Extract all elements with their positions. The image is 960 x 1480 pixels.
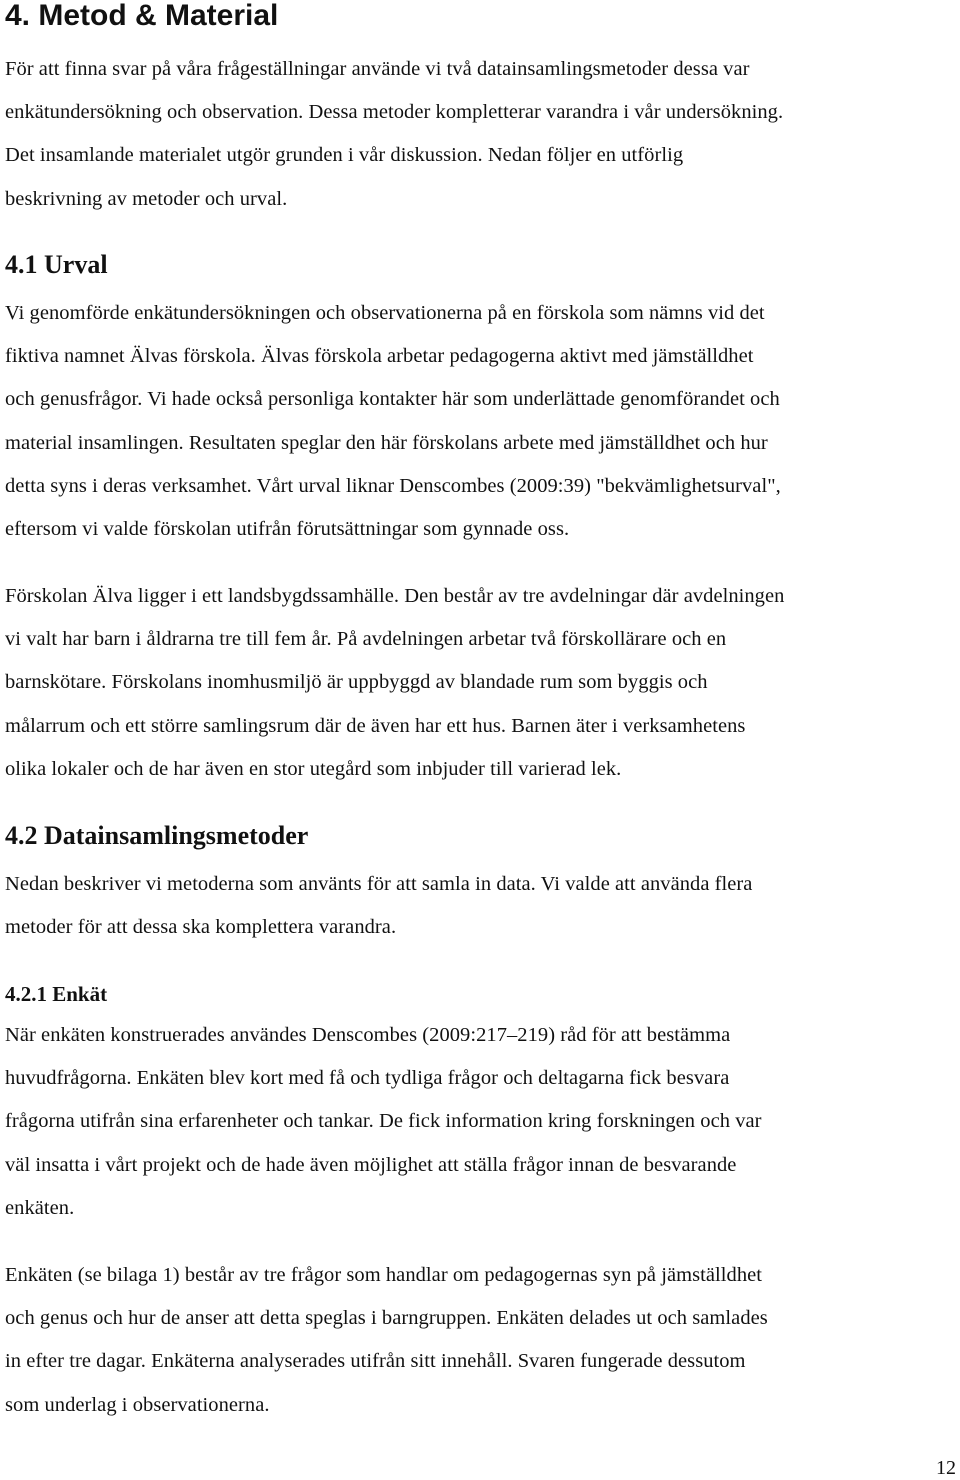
text-line: Vi genomförde enkätundersökningen och observationerna på en förskola som nämns vid det xyxy=(5,302,765,324)
text-line: När enkäten konstruerades användes Denscombes (2009:217–219) råd för att bestämma xyxy=(5,1024,731,1046)
text-line: huvudfrågorna. Enkäten blev kort med få och tydliga frågor och deltagarna fick besvara xyxy=(5,1067,730,1090)
text-line: detta syns i deras verksamhet. Vårt urval liknar Denscombes (2009:39) "bekvämlighetsurval", xyxy=(5,474,781,497)
text-line: fiktiva namnet Älvas förskola. Älvas förskola arbetar pedagogerna aktivt med jämställdhet xyxy=(5,345,754,368)
urval-paragraph-2 xyxy=(5,575,957,791)
section-heading-urval: 4.1 Urval xyxy=(5,250,108,279)
text-line: För att finna svar på våra frågeställningar använde vi två datainsamlingsmetoder dessa var xyxy=(5,58,750,80)
text-line: och genus och hur de anser att detta speglas i barngruppen. Enkäten delades ut och samlades xyxy=(5,1307,768,1330)
subsection-heading-enkat: 4.2.1 Enkät xyxy=(5,982,108,1006)
text-line: enkäten. xyxy=(5,1196,75,1219)
text-line: frågorna utifrån sina erfarenheter och tankar. De fick information kring forskningen och var xyxy=(5,1110,762,1133)
urval-paragraph-1 xyxy=(5,292,957,551)
enkat-paragraph-1 xyxy=(5,1014,957,1230)
text-line: barnskötare. Förskolans inomhusmiljö är uppbyggd av blandade rum som byggis och xyxy=(5,671,708,694)
text-line: olika lokaler och de har även en stor utegård som inbjuder till varierad lek. xyxy=(5,757,622,780)
text-line: eftersom vi valde förskolan utifrån förutsättningar som gynnade oss. xyxy=(5,518,570,541)
text-line: vi valt har barn i åldrarna tre till fem år. På avdelningen arbetar två förskollärare och en xyxy=(5,628,727,651)
text-line: enkätundersökning och observation. Dessa metoder kompletterar varandra i vår undersökning. xyxy=(5,101,784,124)
section-heading-datainsamlingsmetoder: 4.2 Datainsamlingsmetoder xyxy=(5,821,309,850)
text-line: beskrivning av metoder och urval. xyxy=(5,187,288,210)
page-number: 12 xyxy=(936,1457,956,1479)
text-line: som underlag i observationerna. xyxy=(5,1393,270,1416)
text-line: Det insamlande materialet utgör grunden i vår diskussion. Nedan följer en utförlig xyxy=(5,144,684,167)
text-line: målarrum och ett större samlingsrum där de även har ett hus. Barnen äter i verksamhetens xyxy=(5,714,746,737)
datainsamlingsmetoder-paragraph xyxy=(5,863,957,949)
text-line: Förskolan Älva ligger i ett landsbygdssamhälle. Den består av tre avdelningar där avdelningen xyxy=(5,585,785,607)
intro-paragraph xyxy=(5,48,957,221)
text-line: Nedan beskriver vi metoderna som använts för att samla in data. Vi valde att använda flera xyxy=(5,873,753,895)
text-line: och genusfrågor. Vi hade också personliga kontakter här som underlättade genomförandet och xyxy=(5,388,780,411)
text-line: väl insatta i vårt projekt och de hade även möjlighet att ställa frågor innan de besvarande xyxy=(5,1153,737,1176)
text-line: in efter tre dagar. Enkäterna analyserades utifrån sitt innehåll. Svaren fungerade dessutom xyxy=(5,1350,746,1373)
text-line: Enkäten (se bilaga 1) består av tre frågor som handlar om pedagogernas syn på jämställdhet xyxy=(5,1264,763,1286)
text-line: material insamlingen. Resultaten speglar den här förskolans arbete med jämställdhet och hur xyxy=(5,431,768,454)
enkat-paragraph-2 xyxy=(5,1254,957,1427)
text-line: metoder för att dessa ska komplettera varandra. xyxy=(5,916,397,939)
chapter-heading: 4. Metod & Material xyxy=(5,0,279,32)
